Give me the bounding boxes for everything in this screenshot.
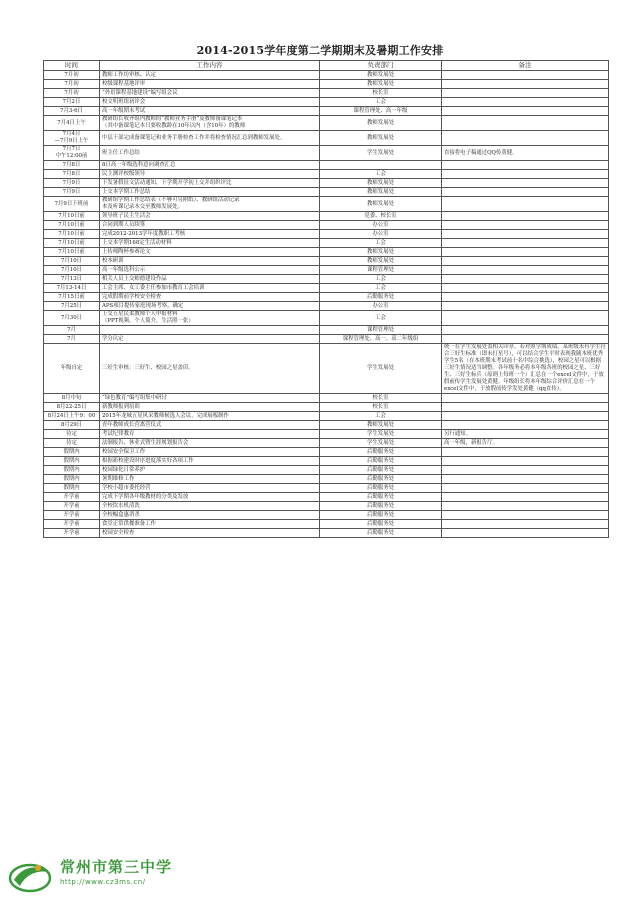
cell-note <box>442 89 609 98</box>
cell-time: 8月22-25日 <box>44 403 100 412</box>
cell-time: 7月10日前 <box>44 212 100 221</box>
cell-note <box>442 197 609 212</box>
cell-time: 待定 <box>44 439 100 448</box>
cell-department: 后勤服务处 <box>320 520 442 529</box>
cell-time: 7月8日 <box>44 170 100 179</box>
cell-content: 学校小超市委托经营 <box>100 484 320 493</box>
cell-time: 7月10日前 <box>44 248 100 257</box>
table-row <box>44 326 609 335</box>
cell-note <box>442 275 609 284</box>
cell-time: 7月10日前 <box>44 221 100 230</box>
table-row <box>44 412 609 421</box>
cell-note <box>442 98 609 107</box>
cell-content: 合同到期人员续签 <box>100 221 320 230</box>
cell-time: 开学前 <box>44 493 100 502</box>
cell-department: 学生发展处 <box>320 146 442 161</box>
table-row <box>44 344 609 394</box>
cell-content: 上交五星民柔教师个人申报材料 （PPT视频，个人简介，生活照一张） <box>100 311 320 326</box>
cell-time: 年级自定 <box>44 344 100 394</box>
table-row <box>44 116 609 131</box>
cell-department: 工会 <box>320 284 442 293</box>
cell-content: 班主任工作总结 <box>100 146 320 161</box>
table-row <box>44 475 609 484</box>
cell-time: 7月4日上午 <box>44 116 100 131</box>
cell-time: 7月8日 <box>44 161 100 170</box>
cell-note: 直接将电子稿通过QQ传黄健。 <box>442 146 609 161</box>
cell-department: 后勤服务处 <box>320 293 442 302</box>
cell-time: 7月 <box>44 335 100 344</box>
cell-department: 课程管理处 <box>320 326 442 335</box>
cell-department: 教师发展处 <box>320 116 442 131</box>
cell-note <box>442 107 609 116</box>
cell-department: 办公室 <box>320 302 442 311</box>
cell-note <box>442 161 609 170</box>
cell-note: 统一在学生发展处盖相关印章。若对照学期成绩，某班级未有学生符合三好生标准（即未打星号），可以结合学生平时表现我随本班优秀学生5名（在本班期末考试前十名中综合挑选），校园之星可以根据三好生情况适当调整。各年级务必将本年级各班的校园之星、三好生、三好生标兵（原则上每班一个）汇总在一个excel文件中，于放假前传学生发展处黄健。年级组长将本年级综合评价汇总在一个excel文件中，于放假前传学发处黄健（qq直传）。 <box>442 344 609 394</box>
cell-time: 7月10日前 <box>44 230 100 239</box>
cell-content: 法制报告、休业式暨生涯规划报告会 <box>100 439 320 448</box>
cell-content: 民主测评校级领导 <box>100 170 320 179</box>
table-row <box>44 107 609 116</box>
cell-time: 7月初 <box>44 80 100 89</box>
cell-note <box>442 529 609 538</box>
cell-content: 三好生审核：三好生、校园之星盖印。 <box>100 344 320 394</box>
cell-time: 8月中旬 <box>44 394 100 403</box>
cell-time: 假期内 <box>44 484 100 493</box>
cell-note <box>442 421 609 430</box>
school-url[interactable]: http://www.cz3ms.cn/ <box>60 878 146 886</box>
table-row <box>44 520 609 529</box>
cell-content: 校园绿化日常养护 <box>100 466 320 475</box>
cell-time: 7月4日 —7月9日上午 <box>44 131 100 146</box>
cell-note <box>442 170 609 179</box>
cell-note <box>442 266 609 275</box>
cell-department: 教师发展处 <box>320 257 442 266</box>
table-row <box>44 311 609 326</box>
table-row <box>44 98 609 107</box>
cell-time: 7月7日 中午12:00前 <box>44 146 100 161</box>
cell-time: 7月25日 <box>44 302 100 311</box>
cell-time: 7月9日 <box>44 188 100 197</box>
table-row <box>44 502 609 511</box>
cell-department: 教师发展处 <box>320 80 442 89</box>
cell-note <box>442 212 609 221</box>
cell-note <box>442 257 609 266</box>
table-row <box>44 146 609 161</box>
cell-department: 工会 <box>320 170 442 179</box>
cell-time: 7月15日前 <box>44 293 100 302</box>
cell-content: 相关人员上交师德建设作品 <box>100 275 320 284</box>
table-row <box>44 212 609 221</box>
cell-department: 课程管理处 <box>320 266 442 275</box>
cell-department: 教师发展处 <box>320 197 442 212</box>
cell-note <box>442 116 609 131</box>
cell-note <box>442 475 609 484</box>
cell-time: 7月10日 <box>44 257 100 266</box>
cell-content: 2015年龙城五星风采教师候选人会议，完成展板制作 <box>100 412 320 421</box>
cell-note <box>442 293 609 302</box>
cell-note <box>442 403 609 412</box>
cell-content: 全校饮水机清洗 <box>100 502 320 511</box>
cell-note <box>442 284 609 293</box>
cell-time: 7月3-6日 <box>44 107 100 116</box>
cell-content: 完成假期前学校安全检查 <box>100 293 320 302</box>
cell-time: 假期内 <box>44 466 100 475</box>
cell-note <box>442 239 609 248</box>
page-title: 2014-2015学年度第二学期期末及暑期工作安排 <box>196 44 444 57</box>
cell-content: 校文明班组初评会 <box>100 98 320 107</box>
cell-department: 课程管理处、高一、高二年级组 <box>320 335 442 344</box>
cell-department: 校长室 <box>320 394 442 403</box>
cell-department: 学生发展处 <box>320 344 442 394</box>
cell-content: 上交本学期168定生活动材料 <box>100 239 320 248</box>
table-row <box>44 484 609 493</box>
cell-content: 上传师陶杯参赛论文 <box>100 248 320 257</box>
table-row <box>44 430 609 439</box>
table-row <box>44 89 609 98</box>
table-row <box>44 493 609 502</box>
cell-department: 后勤服务处 <box>320 493 442 502</box>
cell-time: 7月初 <box>44 71 100 80</box>
cell-content: 食堂正常供餐准备工作 <box>100 520 320 529</box>
cell-content: 高一年级选科公示 <box>100 266 320 275</box>
table-row <box>44 170 609 179</box>
cell-note: 高一年级，新报告厅。 <box>442 439 609 448</box>
table-row <box>44 71 609 80</box>
cell-department: 后勤服务处 <box>320 484 442 493</box>
cell-content: 校本研训 <box>100 257 320 266</box>
cell-content: 下发暑假征文活动通知，下学期开学初上交并组织评比 <box>100 179 320 188</box>
cell-note <box>442 502 609 511</box>
cell-time: 7月30日 <box>44 311 100 326</box>
cell-department: 校长室 <box>320 403 442 412</box>
cell-content: 上交本学期工作总结 <box>100 188 320 197</box>
table-row <box>44 284 609 293</box>
cell-note <box>442 188 609 197</box>
cell-department: 党委、校长室 <box>320 212 442 221</box>
cell-time: 假期内 <box>44 475 100 484</box>
cell-content: 领导班子民主生活会 <box>100 212 320 221</box>
cell-note <box>442 71 609 80</box>
cell-department: 办公室 <box>320 221 442 230</box>
header-time: 时间 <box>44 61 100 71</box>
cell-note <box>442 179 609 188</box>
schedule-table <box>43 60 609 538</box>
header-notes: 备注 <box>442 61 609 71</box>
table-row <box>44 448 609 457</box>
table-header-row <box>44 61 609 71</box>
table-row <box>44 230 609 239</box>
table-row <box>44 511 609 520</box>
cell-time: 7月2日 <box>44 98 100 107</box>
table-row <box>44 179 609 188</box>
cell-department: 后勤服务处 <box>320 529 442 538</box>
cell-content: 暑期维修工作 <box>100 475 320 484</box>
cell-note <box>442 394 609 403</box>
cell-department: 教师发展处 <box>320 421 442 430</box>
cell-content: 校级课程基地评审 <box>100 80 320 89</box>
cell-department: 工会 <box>320 311 442 326</box>
cell-department: 教师发展处 <box>320 179 442 188</box>
table-row <box>44 302 609 311</box>
cell-department: 工会 <box>320 239 442 248</box>
header-content: 工作内容 <box>100 61 320 71</box>
table-row <box>44 80 609 89</box>
cell-department: 后勤服务处 <box>320 448 442 457</box>
cell-note <box>442 230 609 239</box>
cell-note <box>442 326 609 335</box>
cell-time: 8月29日 <box>44 421 100 430</box>
cell-content: 考试纪律教育 <box>100 430 320 439</box>
cell-content: 新教师报到培训 <box>100 403 320 412</box>
cell-department: 后勤服务处 <box>320 466 442 475</box>
cell-content: 中层干部完成备课笔记和业务手册检查工作并将检查情况汇总到教师发展处。 <box>100 131 320 146</box>
cell-note <box>442 311 609 326</box>
cell-note <box>442 457 609 466</box>
cell-content: 校园安全检查 <box>100 529 320 538</box>
table-row <box>44 221 609 230</box>
cell-content: 完成2012-2013学年度教职工考核 <box>100 230 320 239</box>
cell-content: 完成下学期各年级教材的分类及发放 <box>100 493 320 502</box>
cell-time: 待定 <box>44 430 100 439</box>
cell-note <box>442 412 609 421</box>
cell-content: 学分认定 <box>100 335 320 344</box>
table-row <box>44 257 609 266</box>
cell-department: 教师发展处 <box>320 188 442 197</box>
cell-department: 学生发展处 <box>320 439 442 448</box>
cell-note <box>442 493 609 502</box>
table-row <box>44 188 609 197</box>
cell-department: 工会 <box>320 98 442 107</box>
cell-content: 教研组长收齐组内教师的“教师业务手册”及教师备课笔记本 （其中备课笔记本只要收教龄在10年以内（含10年）的教师 <box>100 116 320 131</box>
cell-note <box>442 520 609 529</box>
cell-department: 后勤服务处 <box>320 511 442 520</box>
cell-content: “绿色教育”编写组集中研讨 <box>100 394 320 403</box>
cell-content: 根据新校建设时序进度落实好各项工作 <box>100 457 320 466</box>
cell-time: 开学前 <box>44 502 100 511</box>
cell-note <box>442 466 609 475</box>
table-row <box>44 457 609 466</box>
cell-content: 8日高一年级选科意向调查汇总 <box>100 161 320 170</box>
table-row <box>44 131 609 146</box>
school-logo <box>8 856 338 896</box>
cell-note <box>442 335 609 344</box>
cell-content: 全校幅盒惠消杀 <box>100 511 320 520</box>
cell-content: APS项目提传家庭现场考察，确定 <box>100 302 320 311</box>
cell-content: 青年教师成长营离营仪式 <box>100 421 320 430</box>
table-row <box>44 335 609 344</box>
table-row <box>44 197 609 212</box>
table-row <box>44 266 609 275</box>
cell-department: 教师发展处 <box>320 71 442 80</box>
cell-content: 校园安全保卫工作 <box>100 448 320 457</box>
cell-time: 假期内 <box>44 457 100 466</box>
cell-content <box>100 326 320 335</box>
cell-note <box>442 448 609 457</box>
cell-time: 开学前 <box>44 529 100 538</box>
cell-time: 假期内 <box>44 448 100 457</box>
table-row <box>44 275 609 284</box>
cell-department: 后勤服务处 <box>320 475 442 484</box>
cell-note <box>442 302 609 311</box>
cell-time: 开学前 <box>44 511 100 520</box>
table-row <box>44 248 609 257</box>
table-row <box>44 529 609 538</box>
cell-content: 教研组学期工作总结表（不够可另附纸）、教研组活动记录 本及听课记录本交至教师发展处。 <box>100 197 320 212</box>
cell-time: 7月10日 <box>44 266 100 275</box>
cell-note <box>442 511 609 520</box>
cell-time: 7月9日 <box>44 179 100 188</box>
cell-time: 8月24日上午9：00 <box>44 412 100 421</box>
cell-department: 后勤服务处 <box>320 502 442 511</box>
table-row <box>44 421 609 430</box>
cell-department: 教师发展处 <box>320 131 442 146</box>
school-name: 常州市第三中学 <box>60 858 173 876</box>
table-row <box>44 466 609 475</box>
cell-department: 工会 <box>320 412 442 421</box>
table-row <box>44 161 609 170</box>
cell-department: 后勤服务处 <box>320 457 442 466</box>
cell-time: 7月初 <box>44 89 100 98</box>
cell-department: 校长室 <box>320 89 442 98</box>
cell-content: 工会主席、女工委主任参加市教育工会培训 <box>100 284 320 293</box>
table-row <box>44 439 609 448</box>
cell-note <box>442 484 609 493</box>
cell-time: 7月13-14日 <box>44 284 100 293</box>
cell-note <box>442 248 609 257</box>
header-department: 负责部门 <box>320 61 442 71</box>
school-emblem-icon <box>8 856 54 896</box>
cell-time: 7月10日前 <box>44 239 100 248</box>
cell-note <box>442 131 609 146</box>
cell-note <box>442 80 609 89</box>
cell-department: 办公室 <box>320 230 442 239</box>
cell-department: 课程管理处、高一年级 <box>320 107 442 116</box>
cell-time: 7月9日下班前 <box>44 197 100 212</box>
table-row <box>44 403 609 412</box>
cell-content: “外语课程基地建设”编写组会议 <box>100 89 320 98</box>
cell-time: 开学前 <box>44 520 100 529</box>
table-row <box>44 293 609 302</box>
cell-content: 高一年级期末考试 <box>100 107 320 116</box>
cell-department: 工会 <box>320 275 442 284</box>
table-row <box>44 394 609 403</box>
cell-note <box>442 221 609 230</box>
cell-time: 7月 <box>44 326 100 335</box>
cell-content: 教师工作坊审核、认定 <box>100 71 320 80</box>
cell-time: 7月13日 <box>44 275 100 284</box>
cell-department: 学生发展处 <box>320 430 442 439</box>
cell-department: 教师发展处 <box>320 248 442 257</box>
cell-note: 另行通知。 <box>442 430 609 439</box>
cell-department <box>320 161 442 170</box>
table-row <box>44 239 609 248</box>
